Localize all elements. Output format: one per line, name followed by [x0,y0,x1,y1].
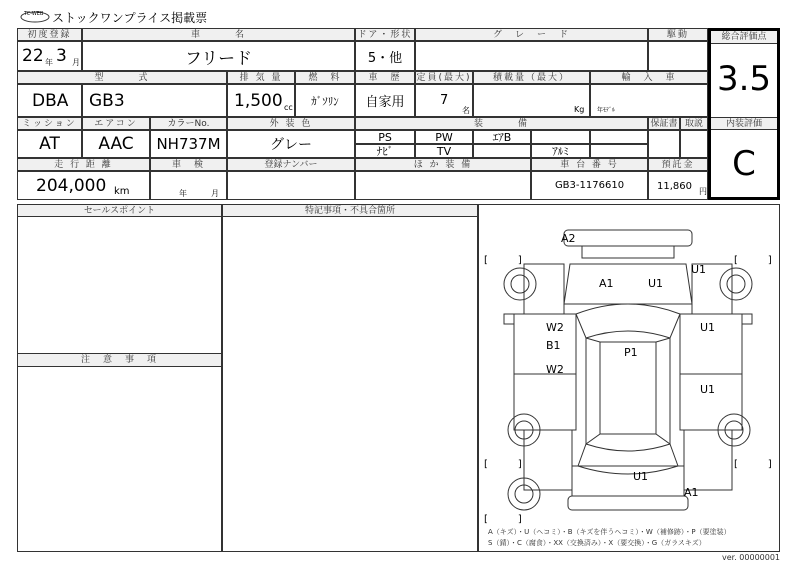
notes-panel [222,204,478,552]
equipment-cell [531,130,590,144]
front-grille [582,246,674,258]
drive-label: 駆動 [648,28,708,41]
windshield [576,304,680,338]
chassis-value: GB3-1176610 [531,171,648,200]
other-eq-cell [355,171,531,200]
name-label: 車 名 [82,28,355,41]
disp-unit: cc [284,103,293,112]
damage-mark: P1 [624,346,638,359]
inspection-label: 車 検 [150,158,227,171]
wheel-fl [504,268,536,300]
model-value: GB3 [89,91,125,111]
damage-mark: A1 [684,486,699,499]
fuel-label: 燃 料 [295,71,355,84]
mileage-unit: km [114,186,130,197]
bracket: [ ] [734,255,772,266]
plate-label: 登録ナンバー [227,158,355,171]
score-label: 総合評価点 [711,31,777,44]
equipment-cell: TV [415,144,473,158]
drive-value [648,41,708,71]
month-value: 3 [56,46,67,66]
ac-label: エアコン [82,117,150,130]
legend-line-2: S（錆）・C（腐食）・XX（交換済み）・X（要交換）・G（ガラスキズ） [488,539,706,547]
load-label: 積載量（最大） [473,71,590,84]
grade-value [415,41,648,71]
wheel-fr [720,268,752,300]
first-reg-value [17,41,82,71]
damage-mark: U1 [700,321,716,334]
capacity-cell [415,84,473,117]
color-no-value: NH737M [150,130,227,158]
bracket: [ ] [484,459,522,470]
interior-label: 内装評価 [711,117,777,130]
mission-value: AT [17,130,82,158]
warranty-label: 保証書 [648,117,680,130]
equipment-cell: ｱﾙﾐ [531,144,590,158]
model-cell [82,84,227,117]
import-cell [590,84,708,117]
hood [564,264,692,304]
type-label: 車 歴 [355,71,415,84]
damage-mark: A1 [599,277,614,290]
logo-text: TC-WEB [24,11,44,17]
bracket: [ ] [484,514,522,525]
left-pillar [586,338,600,444]
load-cell [473,84,590,117]
right-mirror [742,314,752,324]
load-unit: Kg [574,105,585,114]
displacement-value: 1,500 [234,91,283,111]
displacement-cell [227,84,295,117]
caution-label: 注 意 事 項 [17,353,222,367]
left-front-door [514,314,576,374]
car-name-value: フリード [82,41,355,71]
displacement-label: 排 気 量 [227,71,295,84]
equipment-cell: PW [415,130,473,144]
type-value: 自家用 [355,84,415,117]
doors-label: ドア・形状 [355,28,415,41]
page-title: ストックワンプライス掲載票 [52,11,208,25]
fuel-value: ｶﾞｿﾘﾝ [295,84,355,117]
trunk [572,466,684,496]
damage-mark: W2 [546,363,564,376]
warranty-value [648,130,680,158]
equipment-cell [473,144,531,158]
ac-value: AAC [82,130,150,158]
inspection-cell [150,171,227,200]
insp-month-unit: 月 [211,189,219,198]
damage-mark: U1 [633,470,649,483]
ext-color-value: グレー [227,130,355,158]
front-bumper [564,230,692,246]
equipment-cell: PS [355,130,415,144]
equipment-cell [590,144,648,158]
damage-mark: U1 [700,383,716,396]
deposit-unit: 円 [699,187,707,196]
deposit-cell [648,171,708,200]
deposit-label: 預託金 [648,158,708,171]
mission-label: ミッション [17,117,82,130]
color-no-label: カラーNo. [150,117,227,130]
grade-label: グ レ ー ド [415,28,648,41]
mileage-label: 走 行 距 離 [17,158,150,171]
legend-line-1: A（キズ）・U（ヘコミ）・B（キズを伴うヘコミ）・W（補修跡）・P（要塗装） [488,528,731,536]
rear-window [578,444,678,474]
bracket: [ ] [734,459,772,470]
sales-point-label: セールスポイント [17,204,222,217]
equipment-cell: ｴｱB [473,130,531,144]
left-mirror [504,314,514,324]
interior-score: C [732,144,756,184]
chassis-label: 車 台 番 号 [531,158,648,171]
model-label: 型 式 [17,71,227,84]
import-unit: 年ﾓﾃﾞﾙ [597,107,616,114]
model-prefix-cell [17,84,82,117]
import-label: 輸 入 車 [590,71,708,84]
model-prefix: DBA [32,91,69,111]
manual-value [680,130,708,158]
first-reg-label: 初度登録 [17,28,82,41]
ext-color-label: 外 装 色 [227,117,355,130]
bracket: [ ] [484,255,522,266]
year-unit: 年 [45,58,53,67]
sales-point-panel [17,204,222,552]
equipment-cell [590,130,648,144]
doors-value: 5・他 [355,41,415,71]
month-unit: 月 [72,58,80,67]
year-value: 22 [22,46,44,66]
equipment-label: 装 備 [355,117,648,130]
mileage-value: 204,000 [36,176,107,196]
notes-label: 特記事項・不具合箇所 [222,204,478,217]
deposit-value: 11,860 [657,181,692,192]
left-rear-door [514,374,576,430]
rear-right-fender [684,430,732,490]
damage-mark: B1 [546,339,561,352]
rear-bumper [568,496,688,510]
version-label: ver. 00000001 [722,553,781,562]
overall-score: 3.5 [716,59,772,99]
plate-cell [227,171,355,200]
mileage-cell [17,171,150,200]
damage-mark: U1 [648,277,664,290]
other-eq-label: ほ か 装 備 [355,158,531,171]
capacity-value: 7 [440,93,449,108]
damage-mark: A2 [561,232,576,245]
manual-label: 取説 [680,117,708,130]
insp-year-unit: 年 [179,189,187,198]
equipment-cell: ﾅﾋﾞ [355,144,415,158]
logo [20,8,50,22]
cap-unit: 名 [462,106,470,115]
capacity-label: 定員(最大) [416,73,472,83]
damage-mark: U1 [691,263,707,276]
damage-mark: W2 [546,321,564,334]
rear-left-fender [524,430,572,490]
right-pillar [656,338,670,444]
